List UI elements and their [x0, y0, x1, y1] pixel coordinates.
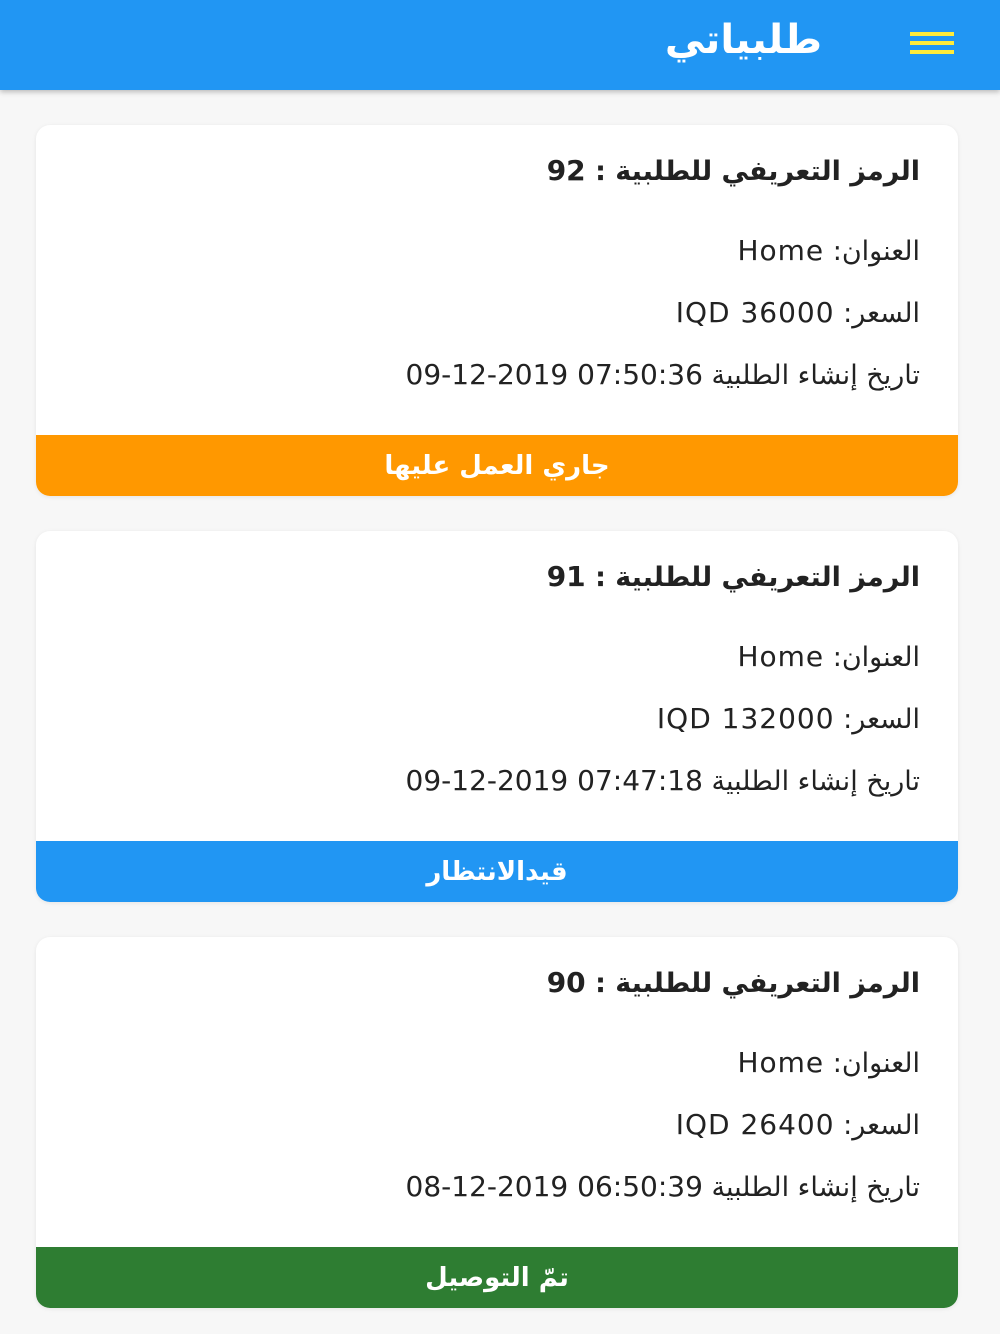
order-card[interactable] [36, 531, 958, 902]
order-price-value: IQD 36000 [675, 296, 835, 329]
order-date-value: 09-12-2019 07:47:18 [405, 764, 703, 797]
order-date-label: تاريخ إنشاء الطلبية [711, 1172, 920, 1203]
order-id-value: 90 [546, 966, 586, 999]
hamburger-menu-icon[interactable] [896, 18, 968, 68]
order-id-label: الرمز التعريفي للطلبية : [595, 156, 920, 187]
order-address-label: العنوان: [832, 642, 920, 673]
order-id-row [547, 557, 920, 598]
order-date-row [406, 1167, 920, 1208]
menu-icon-line [910, 50, 954, 54]
order-price-label: السعر: [843, 704, 920, 735]
order-date-row [406, 761, 920, 802]
order-date-row [406, 355, 920, 396]
menu-icon-line [910, 32, 954, 36]
order-price-row [676, 1105, 920, 1146]
order-address-value: Home [737, 1046, 825, 1079]
order-price-label: السعر: [843, 1110, 920, 1141]
order-address-value: Home [737, 234, 825, 267]
order-id-label: الرمز التعريفي للطلبية : [595, 968, 920, 999]
order-card[interactable] [36, 937, 958, 1308]
order-id-value: 91 [546, 560, 586, 593]
order-card[interactable] [36, 125, 958, 496]
order-id-row [547, 963, 920, 1004]
order-address-value: Home [737, 640, 825, 673]
order-status-bar[interactable]: جاري العمل عليها [36, 435, 958, 496]
order-status-bar[interactable]: تمّ التوصيل [36, 1247, 958, 1308]
order-date-label: تاريخ إنشاء الطلبية [711, 766, 920, 797]
order-address-label: العنوان: [832, 236, 920, 267]
menu-icon-line [910, 41, 954, 45]
order-address-row [737, 637, 920, 678]
order-id-value: 92 [546, 154, 586, 187]
order-address-row [737, 231, 920, 272]
order-price-row [676, 293, 920, 334]
app-bar [0, 0, 1000, 90]
page-title: طلبياتي [664, 17, 822, 63]
order-status-bar[interactable]: قيدالانتظار [36, 841, 958, 902]
order-date-value: 09-12-2019 07:50:36 [405, 358, 703, 391]
order-id-row [547, 151, 920, 192]
order-price-value: IQD 26400 [675, 1108, 835, 1141]
order-price-value: IQD 132000 [656, 702, 835, 735]
order-address-row [737, 1043, 920, 1084]
order-date-value: 08-12-2019 06:50:39 [405, 1170, 703, 1203]
order-price-label: السعر: [843, 298, 920, 329]
order-date-label: تاريخ إنشاء الطلبية [711, 360, 920, 391]
order-address-label: العنوان: [832, 1048, 920, 1079]
order-price-row [657, 699, 920, 740]
order-id-label: الرمز التعريفي للطلبية : [595, 562, 920, 593]
